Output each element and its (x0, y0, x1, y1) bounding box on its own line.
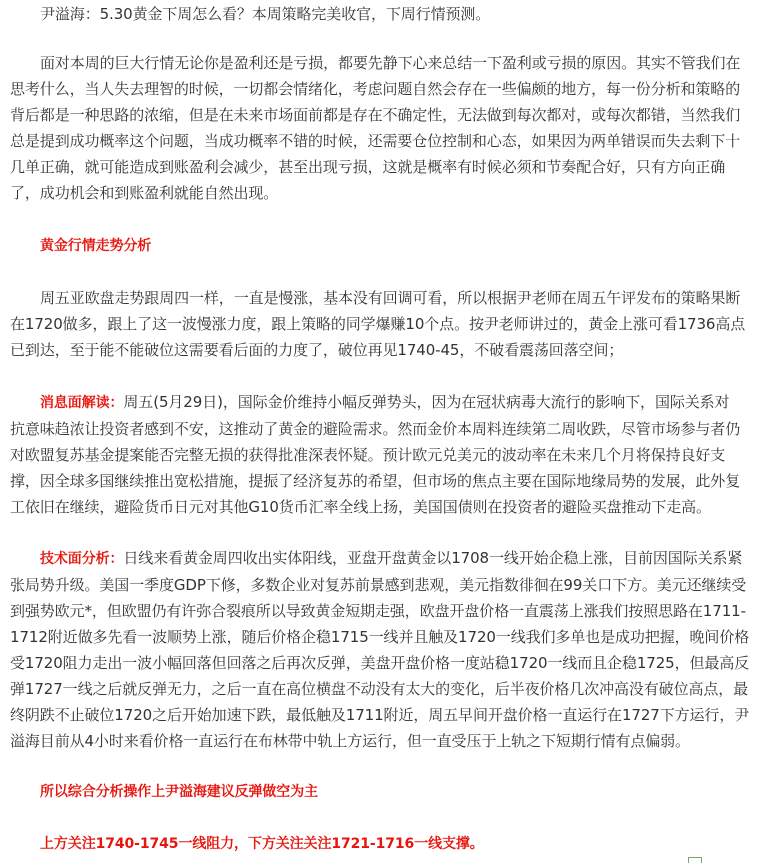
text-line: 工依旧在继续，避险货币日元对其他G10货币汇率全线上扬，美国国债则在投资者的避险买盘推动下走高。 (10, 498, 711, 516)
text-line: 受1720阻力走出一波小幅回落但回落之后再次反弹，美盘开盘价格一度站稳1720一线而且企稳1725，但最高反 (10, 654, 750, 672)
text-line: 到强势欧元*，但欧盟仍有许弥合裂痕所以导致黄金短期走强，欧盘开盘价格一直震荡上涨我们按照思路在1711- (10, 602, 746, 620)
text-line: 已到达，至于能不能破位这需要看后面的力度了，破位再见1740-45，不破看震荡回落空间； (10, 341, 624, 359)
news-label: 消息面解读： (40, 395, 124, 411)
support-resistance-levels: 上方关注1740-1745一线阻力，下方关注关注1721-1716一线支撑。 (40, 836, 484, 852)
text-line: 几单正确，就可能造成到账盈利会减少，甚至出现亏损，这就是概率有时候必须和节奏配合好，只有方向正确 (10, 158, 726, 176)
text-line: 对欧盟复苏基金提案能否完整无损的获得批准深表怀疑。预计欧元兑美元的波动率在未来几个月将保持良好支 (10, 446, 726, 464)
text-line: 面对本周的巨大行情无论你是盈利还是亏损，都要先静下心来总结一下盈利或亏损的原因。其实不管我们在 (40, 54, 741, 72)
text-line: 弹1727一线之后就反弹无力，之后一直在高位横盘不动没有太大的变化，后半夜价格几次冲高没有破位高点，最 (10, 680, 749, 698)
text-line: 张局势升级。美国一季度GDP下修，多数企业对复苏前景感到悲观，美元指数徘徊在99关口下方。美元还继续受 (10, 576, 747, 594)
article-title: 尹溢海：5.30黄金下周怎么看？本周策略完美收官，下周行情预测。 (40, 5, 491, 23)
text-line (10, 389, 740, 416)
text-line: 总是提到成功概率这个问题，当成功概率不错的时候，还需要仓位控制和心态，如果因为两单错误而失去剩下十 (10, 132, 741, 150)
text-line: 在1720做多，跟上了这一波慢涨力度，跟上策略的同学爆赚10个点。按尹老师讲过的，黄金上涨可看1736高点 (10, 315, 746, 333)
text-line: 溢海目前从4小时来看价格一直运行在布林带中轨上方运行，但一直受压于上轨之下短期行情有点偏弱。 (10, 732, 690, 750)
news-paragraph (10, 389, 740, 520)
text-line: 背后都是一种思路的浓缩，但是在未来市场面前都是存在不确定性，无法做到每次都对，或每次都错，当然我们 (10, 106, 741, 124)
text-line (10, 545, 749, 572)
tech-label: 技术面分析： (40, 551, 124, 567)
conclusion-text: 所以综合分析操作上尹溢海建议反弹做空为主 (40, 784, 318, 800)
text-line: 思考什么，当人失去理智的时候，一切都会情绪化，考虑问题自然会存在一些偏颇的地方，每一份分析和策略的 (10, 80, 741, 98)
tech-first-line: 日线来看黄金周四收出实体阳线，亚盘开盘黄金以1708一线开始企稳上涨，目前因国际关系紧 (123, 549, 743, 567)
text-line: 撑，因全球多国继续推出宽松措施，提振了经济复苏的希望，但市场的焦点主要在国际地缘局势的发展，此外复 (10, 472, 741, 490)
text-line: 了，成功机会和到账盈利就能自然出现。 (10, 184, 279, 202)
section-heading-gold-analysis: 黄金行情走势分析 (40, 238, 152, 254)
technical-paragraph (10, 545, 749, 754)
gold-trend-paragraph (10, 285, 745, 363)
intro-paragraph (10, 50, 740, 206)
corner-widget-icon (688, 857, 702, 863)
text-line: 抗意味趋浓让投资者感到不安，这推动了黄金的避险需求。然而金价本周料连续第二周收跌，尽管市场参与者仍 (10, 420, 741, 438)
text-line: 终阴跌不止破位1720之后开始加速下跌，最低触及1711附近，周五早间开盘价格一直运行在1727下方运行，尹 (10, 706, 750, 724)
news-first-line: 周五(5月29日)，国际金价维持小幅反弹势头，因为在冠状病毒大流行的影响下，国际关系对 (123, 393, 730, 411)
text-line: 1712附近做多先看一波顺势上涨，随后价格企稳1715一线并且触及1720一线我们多单也是成功把握，晚间价格 (10, 628, 750, 646)
text-line: 周五亚欧盘走势跟周四一样，一直是慢涨，基本没有回调可看，所以根据尹老师在周五午评发布的策略果断 (40, 289, 741, 307)
